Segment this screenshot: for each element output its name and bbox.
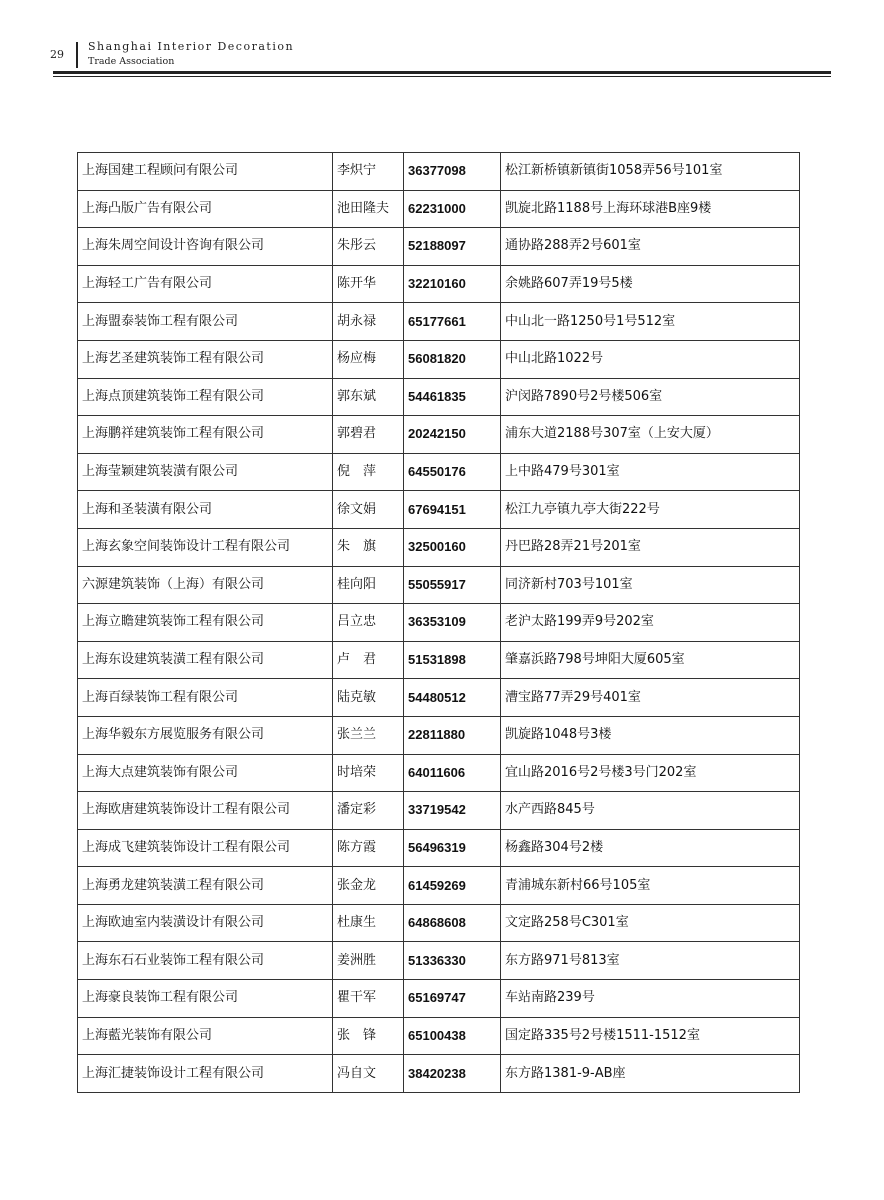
address-cell: 浦东大道2188号307室（上安大厦） <box>501 416 800 454</box>
phone-number-cell: 62231000 <box>404 190 501 228</box>
contact-name-cell: 杨应梅 <box>333 340 404 378</box>
contact-name-cell: 姜洲胜 <box>333 942 404 980</box>
org-name-line1: Shanghai Interior Decoration <box>88 40 295 53</box>
phone-number-cell: 38420238 <box>404 1055 501 1093</box>
address-cell: 凯旋北路1188号上海环球港B座9楼 <box>501 190 800 228</box>
table-row <box>78 566 800 604</box>
address-cell: 东方路971号813室 <box>501 942 800 980</box>
address-cell: 肇嘉浜路798号坤阳大厦605室 <box>501 641 800 679</box>
table-row <box>78 190 800 228</box>
company-name-cell: 上海立瞻建筑装饰工程有限公司 <box>78 604 333 642</box>
phone-number-cell: 51531898 <box>404 641 501 679</box>
phone-number-cell: 65169747 <box>404 980 501 1018</box>
contact-name-cell: 徐文娟 <box>333 491 404 529</box>
table-row <box>78 716 800 754</box>
address-cell: 同济新村703号101室 <box>501 566 800 604</box>
company-name-cell: 上海莹颖建筑装潢有限公司 <box>78 453 333 491</box>
company-name-cell: 上海点顶建筑装饰工程有限公司 <box>78 378 333 416</box>
phone-number-cell: 65100438 <box>404 1017 501 1055</box>
company-name-cell: 上海大点建筑装饰有限公司 <box>78 754 333 792</box>
company-name-cell: 六源建筑装饰（上海）有限公司 <box>78 566 333 604</box>
contact-name-cell: 陆克敏 <box>333 679 404 717</box>
table-row <box>78 303 800 341</box>
table-row <box>78 942 800 980</box>
company-name-cell: 上海艺圣建筑装饰工程有限公司 <box>78 340 333 378</box>
address-cell: 文定路258号C301室 <box>501 904 800 942</box>
contact-name-cell: 倪 萍 <box>333 453 404 491</box>
contact-name-cell: 张金龙 <box>333 867 404 905</box>
table-row <box>78 679 800 717</box>
company-name-cell: 上海盟泰装饰工程有限公司 <box>78 303 333 341</box>
address-cell: 车站南路239号 <box>501 980 800 1018</box>
phone-number-cell: 61459269 <box>404 867 501 905</box>
address-cell: 国定路335号2号楼1511-1512室 <box>501 1017 800 1055</box>
contact-name-cell: 潘定彩 <box>333 792 404 830</box>
table-row <box>78 604 800 642</box>
phone-number-cell: 36377098 <box>404 153 501 191</box>
address-cell: 老沪太路199弄9号202室 <box>501 604 800 642</box>
company-name-cell: 上海朱周空间设计咨询有限公司 <box>78 228 333 266</box>
contact-name-cell: 时培荣 <box>333 754 404 792</box>
phone-number-cell: 54461835 <box>404 378 501 416</box>
header-divider <box>76 42 78 68</box>
phone-number-cell: 32210160 <box>404 265 501 303</box>
table-row <box>78 829 800 867</box>
table-row <box>78 228 800 266</box>
company-name-cell: 上海成飞建筑装饰设计工程有限公司 <box>78 829 333 867</box>
contact-name-cell: 李炽宁 <box>333 153 404 191</box>
contact-name-cell: 张兰兰 <box>333 716 404 754</box>
org-name-line2: Trade Association <box>88 56 175 67</box>
contact-name-cell: 陈方霞 <box>333 829 404 867</box>
company-name-cell: 上海勇龙建筑装潢工程有限公司 <box>78 867 333 905</box>
header-rule-thin <box>53 76 831 77</box>
phone-number-cell: 64550176 <box>404 453 501 491</box>
company-name-cell: 上海藍光装饰有限公司 <box>78 1017 333 1055</box>
table-row <box>78 867 800 905</box>
contact-name-cell: 张 锋 <box>333 1017 404 1055</box>
contact-name-cell: 池田隆夫 <box>333 190 404 228</box>
address-cell: 水产西路845号 <box>501 792 800 830</box>
table-row <box>78 1017 800 1055</box>
phone-number-cell: 52188097 <box>404 228 501 266</box>
company-name-cell: 上海国建工程顾问有限公司 <box>78 153 333 191</box>
contact-name-cell: 卢 君 <box>333 641 404 679</box>
contact-name-cell: 郭东斌 <box>333 378 404 416</box>
directory-body <box>78 153 800 1093</box>
contact-name-cell: 瞿干军 <box>333 980 404 1018</box>
company-name-cell: 上海鹏祥建筑装饰工程有限公司 <box>78 416 333 454</box>
table-row <box>78 340 800 378</box>
table-row <box>78 1055 800 1093</box>
company-name-cell: 上海和圣装潢有限公司 <box>78 491 333 529</box>
phone-number-cell: 54480512 <box>404 679 501 717</box>
address-cell: 通协路288弄2号601室 <box>501 228 800 266</box>
table-row <box>78 378 800 416</box>
phone-number-cell: 20242150 <box>404 416 501 454</box>
address-cell: 青浦城东新村66号105室 <box>501 867 800 905</box>
address-cell: 上中路479号301室 <box>501 453 800 491</box>
table-row <box>78 904 800 942</box>
phone-number-cell: 67694151 <box>404 491 501 529</box>
table-row <box>78 754 800 792</box>
phone-number-cell: 55055917 <box>404 566 501 604</box>
table-row <box>78 528 800 566</box>
company-name-cell: 上海凸版广告有限公司 <box>78 190 333 228</box>
table-row <box>78 980 800 1018</box>
address-cell: 沪闵路7890号2号楼506室 <box>501 378 800 416</box>
company-name-cell: 上海东石石业装饰工程有限公司 <box>78 942 333 980</box>
table-row <box>78 416 800 454</box>
phone-number-cell: 51336330 <box>404 942 501 980</box>
contact-name-cell: 吕立忠 <box>333 604 404 642</box>
company-name-cell: 上海轻工广告有限公司 <box>78 265 333 303</box>
address-cell: 丹巴路28弄21号201室 <box>501 528 800 566</box>
company-name-cell: 上海欧迪室内装潢设计有限公司 <box>78 904 333 942</box>
phone-number-cell: 64011606 <box>404 754 501 792</box>
address-cell: 中山北路1022号 <box>501 340 800 378</box>
table-row <box>78 153 800 191</box>
contact-name-cell: 冯自文 <box>333 1055 404 1093</box>
address-cell: 松江九亭镇九亭大街222号 <box>501 491 800 529</box>
phone-number-cell: 64868608 <box>404 904 501 942</box>
contact-name-cell: 杜康生 <box>333 904 404 942</box>
address-cell: 余姚路607弄19号5楼 <box>501 265 800 303</box>
table-row <box>78 641 800 679</box>
table-row <box>78 265 800 303</box>
table-row <box>78 792 800 830</box>
phone-number-cell: 33719542 <box>404 792 501 830</box>
table-row <box>78 453 800 491</box>
member-directory-table <box>77 152 800 1093</box>
company-name-cell: 上海华毅东方展览服务有限公司 <box>78 716 333 754</box>
company-name-cell: 上海欧唐建筑装饰设计工程有限公司 <box>78 792 333 830</box>
contact-name-cell: 胡永禄 <box>333 303 404 341</box>
company-name-cell: 上海玄象空间装饰设计工程有限公司 <box>78 528 333 566</box>
phone-number-cell: 56496319 <box>404 829 501 867</box>
contact-name-cell: 朱彤云 <box>333 228 404 266</box>
phone-number-cell: 36353109 <box>404 604 501 642</box>
table-row <box>78 491 800 529</box>
phone-number-cell: 32500160 <box>404 528 501 566</box>
phone-number-cell: 22811880 <box>404 716 501 754</box>
address-cell: 松江新桥镇新镇街1058弄56号101室 <box>501 153 800 191</box>
contact-name-cell: 郭碧君 <box>333 416 404 454</box>
address-cell: 凯旋路1048号3楼 <box>501 716 800 754</box>
company-name-cell: 上海百绿装饰工程有限公司 <box>78 679 333 717</box>
address-cell: 宜山路2016号2号楼3号门202室 <box>501 754 800 792</box>
page-header <box>0 0 884 80</box>
address-cell: 中山北一路1250号1号512室 <box>501 303 800 341</box>
phone-number-cell: 65177661 <box>404 303 501 341</box>
address-cell: 东方路1381-9-AB座 <box>501 1055 800 1093</box>
contact-name-cell: 桂向阳 <box>333 566 404 604</box>
phone-number-cell: 56081820 <box>404 340 501 378</box>
company-name-cell: 上海汇捷装饰设计工程有限公司 <box>78 1055 333 1093</box>
header-rule-thick <box>53 71 831 74</box>
page-number: 29 <box>50 48 64 61</box>
company-name-cell: 上海豪良装饰工程有限公司 <box>78 980 333 1018</box>
company-name-cell: 上海东设建筑装潢工程有限公司 <box>78 641 333 679</box>
address-cell: 漕宝路77弄29号401室 <box>501 679 800 717</box>
contact-name-cell: 朱 旗 <box>333 528 404 566</box>
contact-name-cell: 陈开华 <box>333 265 404 303</box>
address-cell: 杨鑫路304号2楼 <box>501 829 800 867</box>
